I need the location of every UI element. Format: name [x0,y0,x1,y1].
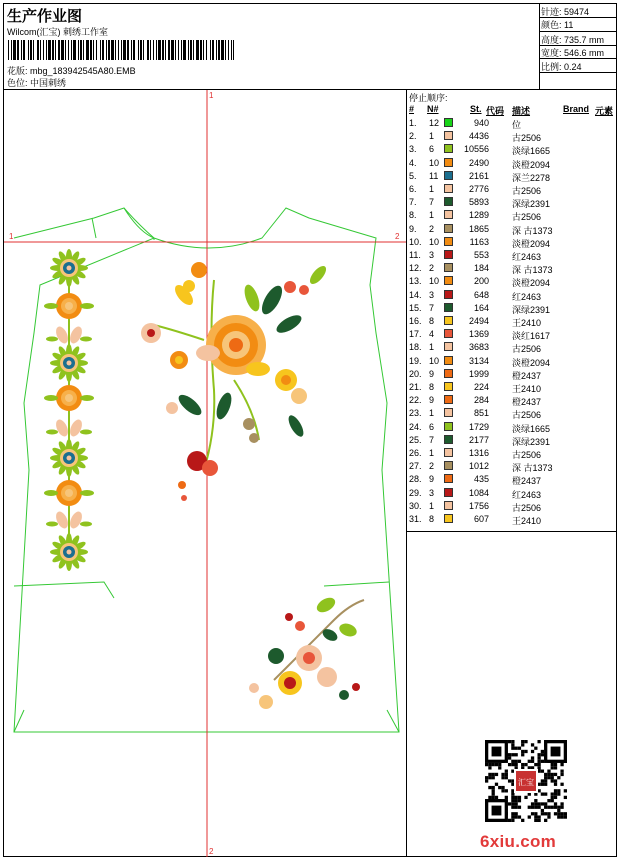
row-stitches: 1865 [468,223,489,234]
stop-sequence-row [407,143,617,156]
row-stitches: 553 [473,250,489,260]
left-floral-band [44,249,94,571]
col-desc: 描述 [512,106,531,116]
row-n: 10 [429,157,440,168]
row-stitches: 2177 [468,434,489,445]
row-n: 2 [429,461,435,472]
stop-sequence-row [407,473,617,486]
thread-color-swatch [444,158,453,167]
thread-color-swatch [444,237,453,246]
row-index: 1. [409,118,417,128]
thread-color-swatch [444,356,453,365]
lower-floral-spray [249,595,364,709]
stop-sequence-row [407,236,617,249]
thread-color-swatch [444,263,453,272]
design-file-name: mbg_183942545A80.EMB [30,66,136,76]
side-seam-left [92,218,96,238]
barcode-image [8,40,234,60]
row-description: 淡绿1665 [512,423,551,434]
row-stitches: 1084 [468,487,489,498]
row-index: 7. [409,197,417,208]
stop-sequence-row [407,421,617,434]
row-index: 26. [409,448,422,458]
row-description: 深 古1373 [512,463,553,474]
design-stats [540,4,616,89]
row-index: 17. [409,329,422,340]
stop-sequence-row [407,513,617,526]
row-description: 红2463 [512,291,542,302]
row-description: 深绿2391 [512,199,551,210]
thread-color-swatch [444,422,453,431]
row-stitches: 4436 [468,131,489,142]
row-description: 深 古1373 [512,225,553,236]
worksheet-header [4,4,616,90]
row-n: 10 [429,276,440,287]
row-description: 淡橙2094 [512,159,551,170]
row-stitches: 5893 [468,197,489,208]
right-pocket-line [324,582,389,586]
design-canvas[interactable] [4,90,406,857]
thread-color-swatch [444,461,453,470]
row-stitches: 2776 [468,184,489,194]
row-stitches: 3134 [468,355,489,366]
row-description: 古2506 [512,410,542,421]
row-n: 1 [429,184,435,194]
row-n: 8 [429,382,435,392]
thread-color-swatch [444,342,453,351]
stop-sequence-row [407,355,617,368]
row-stitches: 851 [473,408,489,419]
row-description: 红2463 [512,252,542,262]
row-n: 10 [429,236,440,247]
row-description: 王2410 [512,384,542,394]
row-stitches: 2494 [468,316,489,326]
row-index: 15. [409,302,422,313]
row-stitches: 435 [473,474,489,485]
stop-sequence-row [407,170,617,183]
thread-color-swatch [444,210,453,219]
row-index: 12. [409,263,422,274]
row-index: 11. [409,250,421,260]
row-stitches: 648 [473,289,489,300]
col-index: # [409,104,415,114]
row-index: 5. [409,170,417,181]
row-n: 1 [429,500,435,511]
row-n: 2 [429,223,435,234]
row-description: 淡红1617 [512,331,551,342]
row-index: 4. [409,157,417,168]
stat-divider [540,58,616,59]
row-index: 24. [409,421,422,432]
row-index: 22. [409,395,422,406]
stat-divider [540,72,616,73]
row-description: 古2506 [512,450,542,460]
stop-sequence-row [407,315,617,328]
row-n: 2 [429,263,435,274]
stop-sequence-row [407,447,617,460]
row-stitches: 224 [473,382,489,392]
stop-sequence-row [407,368,617,381]
thread-color-swatch [444,171,453,180]
row-stitches: 1316 [468,448,489,458]
stat-value: 0.24 [564,62,582,72]
thread-color-swatch [444,290,453,299]
page-title: 生产作业图 [7,8,83,25]
col-n: N# [427,104,439,114]
row-n: 6 [429,421,435,432]
thread-color-swatch [444,408,453,417]
row-stitches: 1369 [468,329,489,340]
row-n: 3 [429,487,435,498]
row-stitches: 1999 [468,368,489,379]
stat-label: 颜色: [541,20,562,30]
row-n: 1 [429,342,435,353]
row-description: 深绿2391 [512,304,551,315]
row-index: 25. [409,434,422,445]
thread-color-swatch [444,501,453,510]
thread-color-swatch [444,329,453,338]
row-index: 2. [409,131,417,142]
row-index: 21. [409,382,422,392]
thread-color-swatch [444,144,453,153]
row-description: 橙2437 [512,476,542,487]
stat-value: 546.6 mm [564,48,605,58]
row-stitches: 1012 [468,461,489,472]
row-index: 14. [409,289,422,300]
orange-flowers [141,262,309,501]
row-index: 10. [409,236,422,247]
thread-color-swatch [444,118,453,127]
thread-color-swatch [444,316,453,325]
row-index: 8. [409,210,417,221]
col-brand: Brand [563,104,590,114]
row-n: 9 [429,474,435,485]
row-description: 橙2437 [512,397,542,408]
row-description: 古2506 [512,344,542,355]
stop-sequence-row [407,223,617,236]
thread-color-swatch [444,197,453,206]
stop-sequence-row [407,130,617,143]
row-description: 红2463 [512,489,542,500]
row-description: 橙2437 [512,370,542,381]
left-pocket-line [14,582,114,598]
row-stitches: 3683 [468,342,489,353]
marker-left: 1 [9,232,14,241]
row-description: 王2410 [512,318,542,328]
row-n: 3 [429,250,435,260]
thread-color-swatch [444,184,453,193]
stop-sequence-columns [407,103,617,115]
stop-sequence-row [407,249,617,262]
col-stitches: St. [470,104,482,114]
row-description: 淡橙2094 [512,238,551,249]
stat-label: 针迹: [541,7,562,17]
row-description: 古2506 [512,186,542,196]
row-n: 11 [429,170,439,181]
stat-label: 宽度: [541,48,562,58]
stop-sequence-row [407,196,617,209]
row-stitches: 1756 [468,500,489,511]
row-description: 古2506 [512,133,542,144]
row-description: 深兰2278 [512,172,551,183]
thread-color-swatch [444,395,453,404]
garment-drawing [4,90,406,857]
thread-color-swatch [444,369,453,378]
row-stitches: 1729 [468,421,489,432]
row-n: 1 [429,131,435,142]
row-stitches: 200 [473,276,489,287]
panel-divider [407,531,617,532]
row-description: 淡绿1665 [512,146,551,157]
stop-sequence-row [407,407,617,420]
software-label: Wilcom(汇宝) 刺绣工作室 [7,27,108,37]
thread-color-swatch [444,382,453,391]
row-index: 28. [409,474,422,485]
row-n: 3 [429,289,435,300]
col-element: 元素 [595,106,614,116]
stop-sequence-row [407,328,617,341]
svg-text:汇宝: 汇宝 [518,778,534,787]
row-n: 6 [429,144,435,155]
stat-value: 59474 [564,7,590,17]
row-index: 13. [409,276,422,287]
marker-right: 2 [395,232,400,241]
row-stitches: 164 [473,302,489,313]
row-n: 7 [429,434,435,445]
row-n: 7 [429,302,435,313]
row-index: 30. [409,500,422,511]
stop-sequence-row [407,394,617,407]
row-index: 20. [409,368,422,379]
stop-sequence-row [407,341,617,354]
stop-sequence-row [407,209,617,222]
stat-divider [540,31,616,32]
stop-sequence-row [407,275,617,288]
stat-label: 高度: [541,35,562,45]
row-index: 31. [409,514,422,524]
stop-sequence-row [407,183,617,196]
row-description: 古2506 [512,502,542,513]
row-n: 8 [429,316,435,326]
row-index: 29. [409,487,422,498]
row-description: 深 古1373 [512,265,553,276]
stop-sequence-row [407,157,617,170]
thread-color-swatch [444,303,453,312]
row-n: 1 [429,408,435,419]
color-position-row [7,76,66,89]
main-floral-spray [141,262,329,501]
row-n: 10 [429,355,440,366]
row-description: 位 [512,120,522,130]
color-position-label: 色位: [7,78,28,88]
row-n: 9 [429,368,435,379]
row-stitches: 1163 [469,236,489,247]
row-n: 12 [429,118,440,128]
row-index: 16. [409,316,422,326]
stop-sequence-heading: 停止顺序: [409,93,448,103]
stop-sequence-row [407,500,617,513]
row-description: 淡橙2094 [512,278,551,289]
design-file-label: 花版: [7,66,28,76]
row-index: 19. [409,355,422,366]
row-n: 1 [429,448,435,458]
row-n: 7 [429,197,435,208]
stop-sequence-row [407,434,617,447]
thread-color-swatch [444,448,453,457]
row-stitches: 184 [473,263,489,274]
marker-bottom: 2 [209,847,214,856]
stat-colors [541,18,573,31]
row-stitches: 10556 [463,144,489,155]
row-n: 4 [429,329,435,340]
row-n: 9 [429,395,435,406]
marker-top: 1 [209,91,214,100]
stop-sequence-row [407,381,617,394]
stop-sequence-row [407,262,617,275]
row-index: 6. [409,184,417,194]
row-index: 18. [409,342,422,353]
stat-label: 比例: [541,62,562,72]
row-stitches: 284 [473,395,489,406]
thread-color-swatch [444,474,453,483]
thread-color-swatch [444,131,453,140]
qr-code-image [485,740,567,822]
thread-color-swatch [444,250,453,259]
stop-sequence-row [407,302,617,315]
row-stitches: 607 [473,514,489,524]
production-worksheet [3,3,617,857]
row-description: 古2506 [512,212,542,223]
stop-sequence-row [407,289,617,302]
row-stitches: 2490 [468,157,489,168]
stat-value: 11 [564,20,574,30]
stop-sequence-panel [406,90,617,857]
row-stitches: 2161 [468,170,489,181]
row-description: 深绿2391 [512,436,551,447]
row-index: 9. [409,223,417,234]
stop-sequence-row [407,487,617,500]
header-info [4,4,540,89]
neckline [124,208,154,238]
stop-sequence-row [407,117,617,130]
row-n: 8 [429,514,435,524]
row-description: 淡橙2094 [512,357,551,368]
color-position-value: 中国刺绣 [30,78,67,88]
row-description: 王2410 [512,516,542,526]
row-n: 1 [429,210,435,221]
row-index: 23. [409,408,422,419]
stat-value: 735.7 mm [564,35,605,45]
stop-sequence-row [407,460,617,473]
row-stitches: 1289 [468,210,489,221]
thread-color-swatch [444,276,453,285]
thread-color-swatch [444,435,453,444]
row-index: 27. [409,461,422,472]
watermark-logo: 6xiu.com [480,832,557,851]
thread-color-swatch [444,514,453,523]
row-stitches: 940 [473,118,489,128]
col-code: 代码 [486,106,505,116]
thread-color-swatch [444,488,453,497]
thread-color-swatch [444,224,453,233]
row-index: 3. [409,144,417,155]
